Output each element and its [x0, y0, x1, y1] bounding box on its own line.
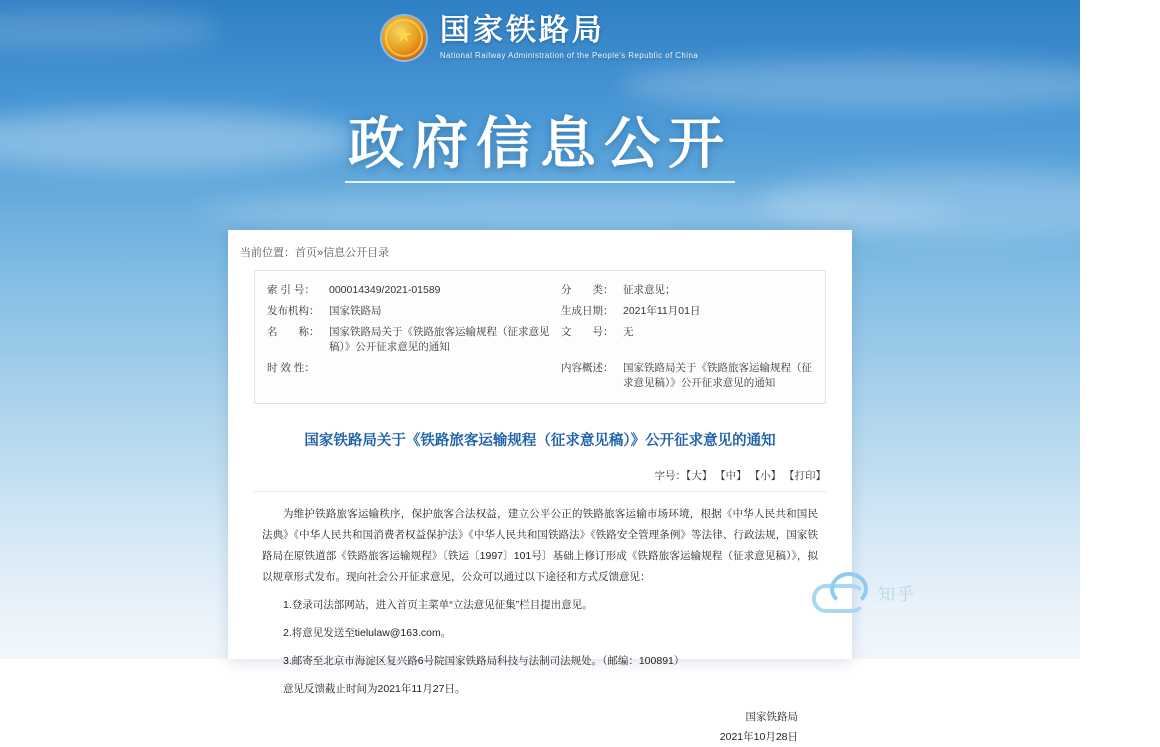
table-row	[267, 301, 815, 322]
breadcrumb-prefix: 当前位置：	[240, 247, 295, 259]
meta-value: 2021年11月01日	[623, 305, 701, 317]
document-meta-box	[254, 270, 826, 404]
cloud-decoration	[200, 190, 960, 234]
content-divider	[254, 491, 826, 492]
site-logo-text	[440, 14, 698, 62]
meta-label: 索 引 号：	[267, 284, 315, 296]
site-logo[interactable]	[0, 14, 1080, 62]
article-paragraph: 意见反馈截止时间为2021年11月27日。	[283, 683, 466, 695]
meta-label: 分 类：	[561, 284, 614, 296]
site-name-cn: 国家铁路局	[439, 14, 605, 47]
meta-label: 名 称：	[267, 326, 320, 338]
signature-org: 国家铁路局	[745, 711, 798, 723]
fontsize-label: 字号：	[654, 470, 686, 482]
table-row	[267, 280, 815, 301]
meta-label: 文 号：	[561, 326, 614, 338]
national-emblem-icon	[382, 16, 426, 60]
article-paragraph: 为维护铁路旅客运输秩序，保护旅客合法权益，建立公平公正的铁路旅客运输市场环境，根据《中华人民共和国民法典》《中华人民共和国消费者权益保护法》《中华人民共和国铁路法》《铁路安全管理条例》等法律、行政法规，国家铁路局在原铁道部《铁路旅客运输规程》〔铁运〔1997〕101号〕基础上修订形成《铁路旅客运输规程（征求意见稿）》，拟以规章形式发布。现向社会公开征求意见，公众可以通过以下途径和方式反馈意见：	[262, 508, 818, 583]
meta-value: 国家铁路局	[329, 305, 382, 317]
article-paragraph: 1.登录司法部网站，进入首页主菜单“立法意见征集”栏目提出意见。	[283, 599, 593, 611]
fontsize-toolbar	[254, 468, 826, 483]
table-row	[267, 322, 815, 358]
meta-label: 时 效 性：	[267, 362, 315, 374]
banner-title: 政府信息公开	[348, 114, 732, 176]
signature-block	[228, 707, 798, 747]
meta-label: 内容概述：	[561, 362, 614, 374]
fontsize-large-button[interactable]: 【大】	[685, 470, 713, 482]
document-meta-table	[267, 280, 815, 394]
breadcrumb	[228, 230, 852, 270]
table-row	[267, 358, 815, 394]
print-button[interactable]: 【打印】	[784, 470, 826, 482]
site-name-en: National Railway Administration of the People's Republic of China	[439, 51, 699, 60]
banner-divider	[345, 181, 735, 183]
breadcrumb-current-link[interactable]: 信息公开目录	[323, 247, 390, 259]
content-card	[228, 230, 852, 743]
breadcrumb-home-link[interactable]: 首页	[295, 247, 317, 259]
emblem-star-icon: ★	[394, 25, 413, 48]
meta-value: 无	[623, 326, 634, 338]
meta-value: 000014349/2021-01589	[329, 284, 441, 296]
signature-date: 2021年10月28日	[719, 731, 798, 743]
breadcrumb-separator: »	[317, 247, 324, 259]
article-body	[262, 504, 818, 700]
meta-label: 生成日期：	[561, 305, 614, 317]
page-title: 国家铁路局关于《铁路旅客运输规程（征求意见稿）》公开征求意见的通知	[304, 433, 776, 449]
meta-value: 国家铁路局关于《铁路旅客运输规程（征求意见稿）》公开征求意见的通知	[329, 326, 550, 353]
meta-label: 发布机构：	[267, 305, 320, 317]
article-paragraph: 2.将意见发送至tielulaw@163.com。	[283, 627, 452, 639]
meta-value: 征求意见；	[623, 284, 676, 296]
fontsize-small-button[interactable]: 【小】	[749, 470, 782, 482]
watermark-text: 知乎	[878, 585, 916, 604]
meta-value	[329, 358, 561, 394]
article-paragraph: 3.邮寄至北京市海淀区复兴路6号院国家铁路局科技与法制司法规处。（邮编：100891）	[283, 655, 685, 667]
meta-value: 国家铁路局关于《铁路旅客运输规程（征求意见稿）》公开征求意见的通知	[623, 362, 812, 389]
fontsize-medium-button[interactable]: 【中】	[715, 470, 747, 482]
